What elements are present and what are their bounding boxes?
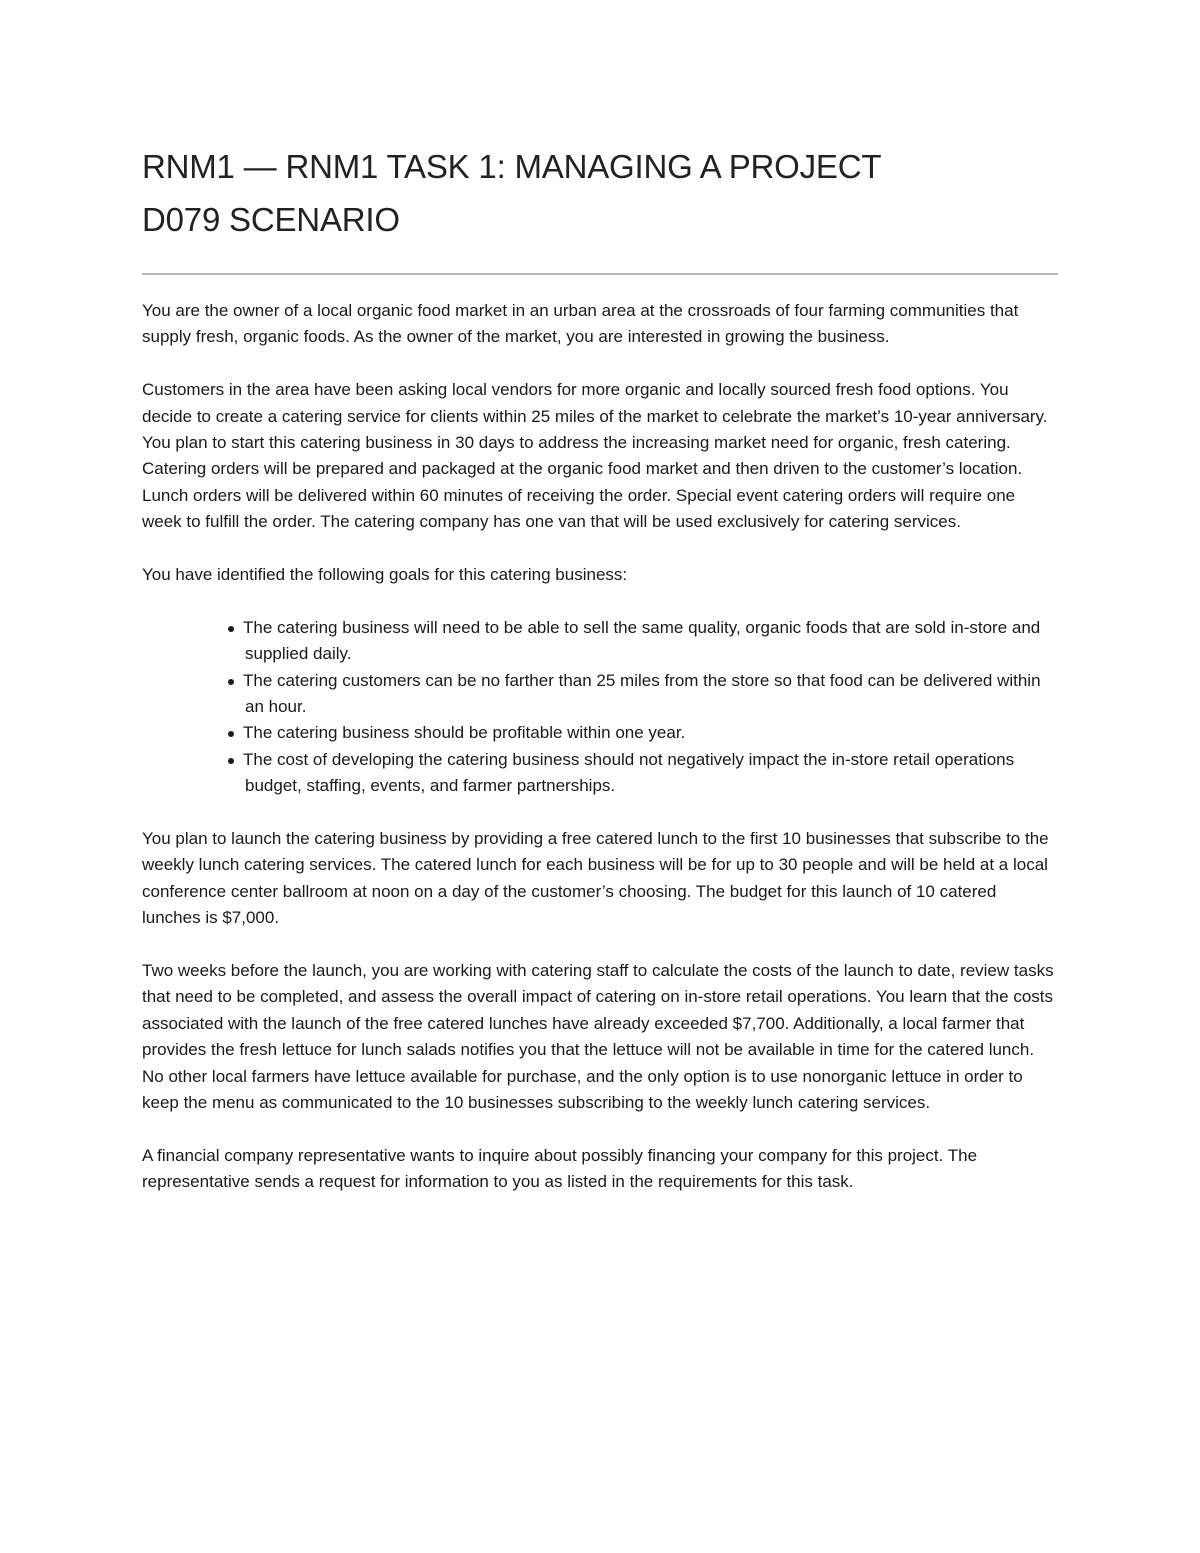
document-title xyxy=(142,140,1058,246)
title-divider xyxy=(142,273,1058,275)
list-item xyxy=(142,668,1058,721)
launch-paragraph: You plan to launch the catering business by providing a free catered lunch to the first 10 businesses that subscribe to the weekly lunch catering services. The catered lunch for each business will be for up to 30 people and will be held at a local conference center ballroom at noon on a day of the customer’s choosing. The budget for this launch of 10 catered lunches is $7,000. xyxy=(142,829,1049,928)
document-page xyxy=(142,140,1058,1222)
customers-paragraph: Customers in the area have been asking local vendors for more organic and locally sourced fresh food options. You decide to create a catering service for clients within 25 miles of the market to celebrate the market’s 10-year anniversary. You plan to start this catering business in 30 days to address the increasing market need for organic, fresh catering. Catering orders will be prepared and packaged at the organic food market and then driven to the customer’s location. Lunch orders will be delivered within 60 minutes of receiving the order. Special event catering orders will require one week to fulfill the order. The catering company has one van that will be used exclusively for catering services. xyxy=(142,380,1048,532)
bullet-icon xyxy=(228,626,234,632)
list-item xyxy=(142,747,1058,800)
document-body xyxy=(142,298,1058,1196)
bullet-icon xyxy=(228,758,234,764)
goals-intro-paragraph: You have identified the following goals for this catering business: xyxy=(142,565,628,585)
goal-text: The catering customers can be no farther than 25 miles from the store so that food can be delivered within an hour. xyxy=(243,670,1041,717)
goal-text: The cost of developing the catering business should not negatively impact the in-store retail operations budget, staffing, events, and farmer partnerships. xyxy=(243,749,1015,796)
list-item xyxy=(142,720,1058,746)
goal-text: The catering business will need to be able to sell the same quality, organic foods that are sold in-store and supplied daily. xyxy=(243,617,1041,664)
title-line-2: D079 SCENARIO xyxy=(142,201,400,238)
costs-paragraph: Two weeks before the launch, you are working with catering staff to calculate the costs of the launch to date, review tasks that need to be completed, and assess the overall impact of catering on in-store retail operations. You learn that the costs associated with the launch of the free catered lunches have already exceeded $7,700. Additionally, a local farmer that provides the fresh lettuce for lunch salads notifies you that the lettuce will not be available in time for the catered lunch. No other local farmers have lettuce available for purchase, and the only option is to use nonorganic lettuce in order to keep the menu as communicated to the 10 businesses subscribing to the weekly lunch catering services. xyxy=(142,961,1054,1113)
list-item xyxy=(142,615,1058,668)
bullet-icon xyxy=(228,731,234,737)
title-line-1: RNM1 — RNM1 TASK 1: MANAGING A PROJECT xyxy=(142,148,882,185)
financing-paragraph: A financial company representative wants to inquire about possibly financing your company for this project. The representative sends a request for information to you as listed in the requirements for this task. xyxy=(142,1145,978,1192)
bullet-icon xyxy=(228,679,234,685)
goal-text: The catering business should be profitable within one year. xyxy=(243,723,686,743)
goals-list xyxy=(142,615,1058,800)
intro-paragraph: You are the owner of a local organic food market in an urban area at the crossroads of four farming communities that supply fresh, organic foods. As the owner of the market, you are interested in growing the business. xyxy=(142,301,1019,347)
